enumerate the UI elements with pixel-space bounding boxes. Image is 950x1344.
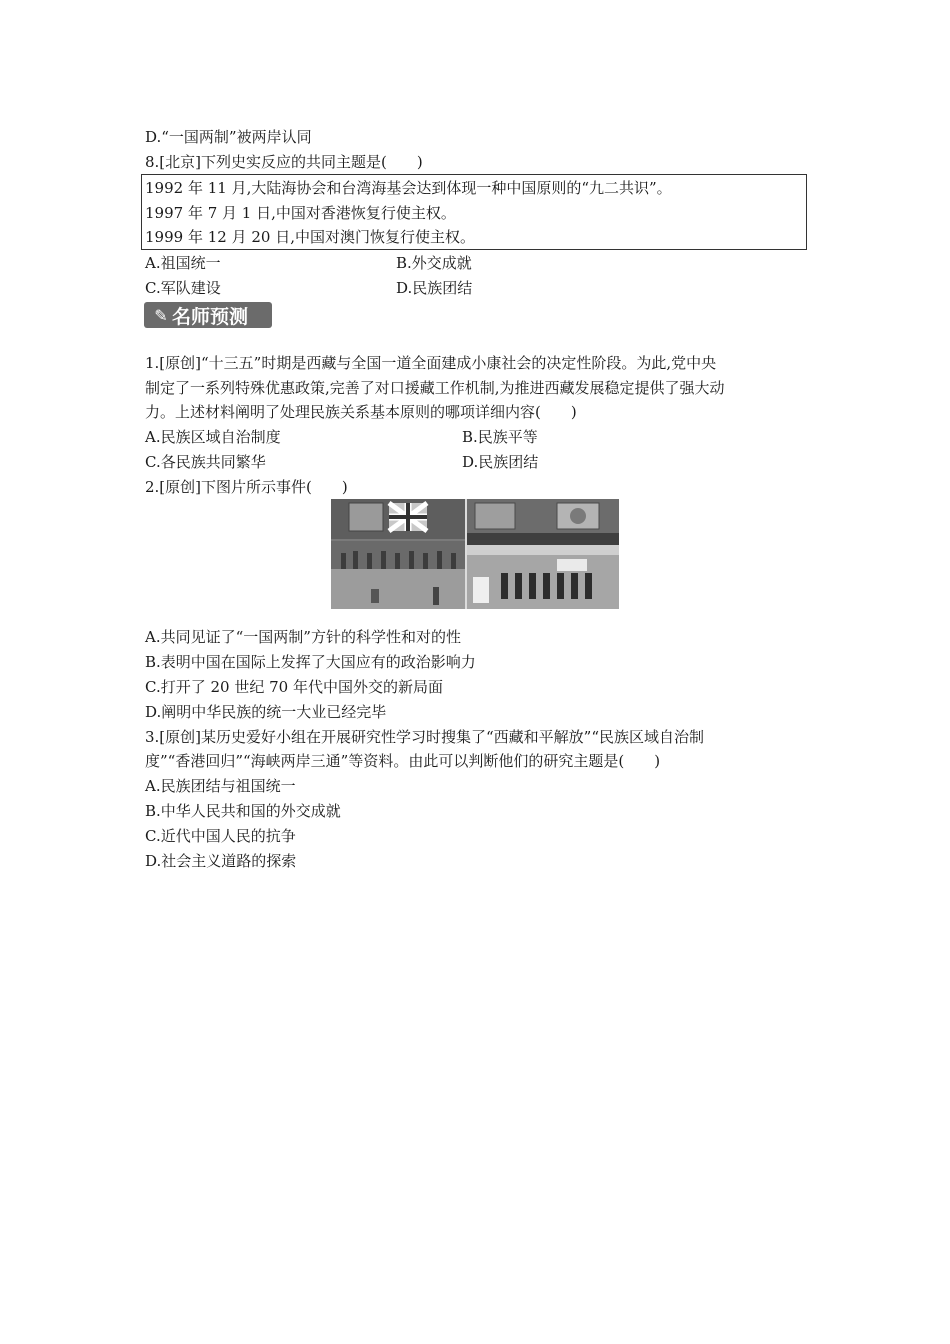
- p2-option-d: D.阐明中华民族的统一大业已经完毕: [145, 703, 387, 721]
- p1-option-c: C.各民族共同繁华: [145, 453, 266, 471]
- q8-material-line: 1992 年 11 月,大陆海协会和台湾海基会达到体现一种中国原则的“九二共识”。: [145, 179, 672, 197]
- p3-option-c: C.近代中国人民的抗争: [145, 827, 296, 845]
- pencil-ruler-icon: ✎: [154, 305, 168, 325]
- q8-stem: 8.[北京]下列史实反应的共同主题是( ): [145, 153, 423, 171]
- p1-option-d: D.民族团结: [462, 453, 539, 471]
- ceremony-photo-graphic: [331, 499, 619, 609]
- section-badge: [144, 302, 272, 328]
- p3-stem-line: 3.[原创]某历史爱好小组在开展研究性学习时搜集了“西藏和平解放”“民族区域自治制: [145, 728, 705, 746]
- p2-option-c: C.打开了 20 世纪 70 年代中国外交的新局面: [145, 678, 443, 696]
- p3-option-d: D.社会主义道路的探索: [145, 852, 297, 870]
- q8-material-line: 1997 年 7 月 1 日,中国对香港恢复行使主权。: [145, 204, 456, 222]
- q8-option-a: A.祖国统一: [145, 254, 221, 272]
- p2-option-b: B.表明中国在国际上发挥了大国应有的政治影响力: [145, 653, 476, 671]
- p1-option-a: A.民族区域自治制度: [145, 428, 281, 446]
- p3-option-b: B.中华人民共和国的外交成就: [145, 802, 341, 820]
- p1-stem-line: 力。上述材料阐明了处理民族关系基本原则的哪项详细内容( ): [145, 403, 577, 421]
- p2-option-a: A.共同见证了“一国两制”方针的科学性和对的性: [145, 628, 461, 646]
- q8-material-box: [141, 174, 807, 250]
- p3-option-a: A.民族团结与祖国统一: [145, 777, 296, 795]
- q8-option-c: C.军队建设: [145, 279, 221, 297]
- p3-stem-line: 度”“香港回归”“海峡两岸三通”等资料。由此可以判断他们的研究主题是( ): [145, 752, 661, 770]
- handover-ceremony-photo: [331, 499, 619, 609]
- prev-option-d: D.“一国两制”被两岸认同: [145, 128, 312, 146]
- q8-option-d: D.民族团结: [396, 279, 473, 297]
- p1-stem-line: 1.[原创]“十三五”时期是西藏与全国一道全面建成小康社会的决定性阶段。为此,党中央: [145, 354, 717, 372]
- p1-option-b: B.民族平等: [462, 428, 538, 446]
- p2-stem: 2.[原创]下图片所示事件( ): [145, 478, 348, 496]
- q8-material-line: 1999 年 12 月 20 日,中国对澳门恢复行使主权。: [145, 228, 475, 246]
- section-title: 名师预测: [172, 305, 249, 328]
- q8-option-b: B.外交成就: [396, 254, 472, 272]
- p1-stem-line: 制定了一系列特殊优惠政策,完善了对口援藏工作机制,为推进西藏发展稳定提供了强大动: [145, 379, 725, 397]
